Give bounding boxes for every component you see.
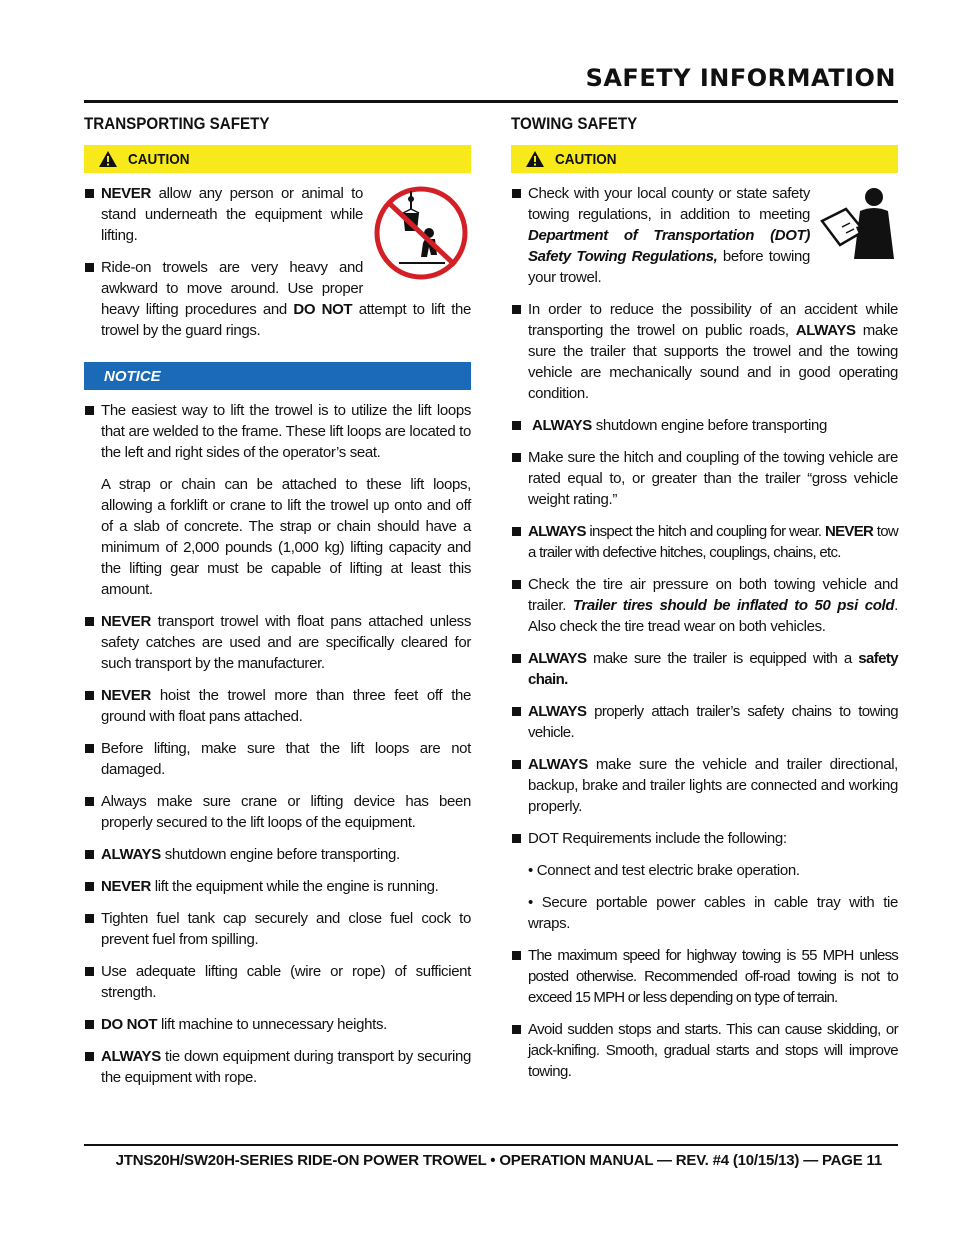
bullet-item: NEVER lift the equipment while the engine is running. <box>84 876 471 897</box>
bullet-item: ALWAYS tie down equipment during transport by securing the equipment with rope. <box>84 1046 471 1088</box>
bullet-item: NEVER hoist the trowel more than three feet off the ground with float pans attached. <box>84 685 471 727</box>
bullet-item: ALWAYS shutdown engine before transporting. <box>84 844 471 865</box>
bullet-item: Ride-on trowels are very heavy and awkward to move around. Use proper heavy lifting procedures and DO NOT attempt to lift the trowel by the guard rings. <box>84 257 471 341</box>
bullet-item: ALWAYS make sure the trailer is equipped with a safety chain. <box>511 648 898 690</box>
bullet-item: ALWAYS properly attach trailer’s safety chains to towing vehicle. <box>511 701 898 743</box>
caution-label: CAUTION <box>555 150 617 168</box>
bullet-item: Check the tire air pressure on both towing vehicle and trailer. Trailer tires should be inflated to 50 psi cold. Also check the tire tread wear on both vehicles. <box>511 574 898 637</box>
bullet-item: ALWAYS make sure the vehicle and trailer directional, backup, brake and trailer lights are connected and working properly. <box>511 754 898 817</box>
footer-rule <box>84 1144 898 1146</box>
paragraph: A strap or chain can be attached to these lift loops, allowing a forklift or crane to lift the trowel up onto and off of a slab of concrete. The strap or chain should have a minimum of 2,000 pounds (1,000 kg) lifting capacity and the lifting gear must be capable of lifting at least this amount. <box>101 476 471 598</box>
bullet-item: ALWAYS shutdown engine before transporting <box>511 415 898 436</box>
caution-banner <box>511 145 898 173</box>
bullet-item: DO NOT lift machine to unnecessary heights. <box>84 1014 471 1035</box>
bullet-item: Always make sure crane or lifting device has been properly secured to the lift loops of the equipment. <box>84 791 471 833</box>
warning-triangle-icon <box>525 150 545 168</box>
bullet-item: The easiest way to lift the trowel is to utilize the lift loops that are welded to the frame. These lift loops are located to the left and right sides of the operator’s seat. <box>84 400 471 463</box>
bullet-item: DOT Requirements include the following: <box>511 828 898 849</box>
bullet-item: Before lifting, make sure that the lift loops are not damaged. <box>84 738 471 780</box>
sub-item: • Connect and test electric brake operation. <box>528 862 800 879</box>
bullet-item: Use adequate lifting cable (wire or rope) of sufficient strength. <box>84 961 471 1003</box>
title-rule <box>84 100 898 103</box>
caution-banner <box>84 145 471 173</box>
bullet-item: Avoid sudden stops and starts. This can cause skidding, or jack-knifing. Smooth, gradual starts and stops will improve towing. <box>511 1019 898 1082</box>
bullet-item: In order to reduce the possibility of an accident while transporting the trowel on public roads, ALWAYS make sure the trailer that supports the trowel and the towing vehicle are mechanically sound and in good operating condition. <box>511 299 898 404</box>
bullet-item: Check with your local county or state safety towing regulations, in addition to meeting Department of Transportation (DOT) Safety Towing Regulations, before towing your trowel. <box>511 183 898 288</box>
caution-label: CAUTION <box>128 150 190 168</box>
bullet-item: ALWAYS inspect the hitch and coupling for wear. NEVER tow a trailer with defective hitches, couplings, chains, etc. <box>511 521 898 563</box>
bullet-item: Make sure the hitch and coupling of the towing vehicle are rated equal to, or greater than the trailer “gross vehicle weight rating.” <box>511 447 898 510</box>
section-heading-towing: TOWING SAFETY <box>511 115 638 133</box>
warning-triangle-icon <box>98 150 118 168</box>
page-title: SAFETY INFORMATION <box>585 64 896 92</box>
bullet-item: NEVER allow any person or animal to stand underneath the equipment while lifting. <box>84 183 471 246</box>
notice-banner: NOTICE <box>84 362 471 390</box>
towing-safety-column <box>511 113 898 1093</box>
bullet-item: The maximum speed for highway towing is 55 MPH unless posted otherwise. Recommended off-road towing is not to exceed 15 MPH or less depending on type of terrain. <box>511 945 898 1008</box>
section-heading-transporting: TRANSPORTING SAFETY <box>84 115 270 133</box>
bullet-item: NEVER transport trowel with float pans attached unless safety catches are used and are specifically cleared for such transport by the manufacturer. <box>84 611 471 674</box>
transporting-safety-column <box>84 113 471 1099</box>
sub-item: • Secure portable power cables in cable tray with tie wraps. <box>528 894 898 932</box>
bullet-item: Tighten fuel tank cap securely and close fuel cock to prevent fuel from spilling. <box>84 908 471 950</box>
page-footer: JTNS20H/SW20H-SERIES RIDE-ON POWER TROWEL • OPERATION MANUAL — REV. #4 (10/15/13) — PAGE 11 <box>115 1152 882 1169</box>
